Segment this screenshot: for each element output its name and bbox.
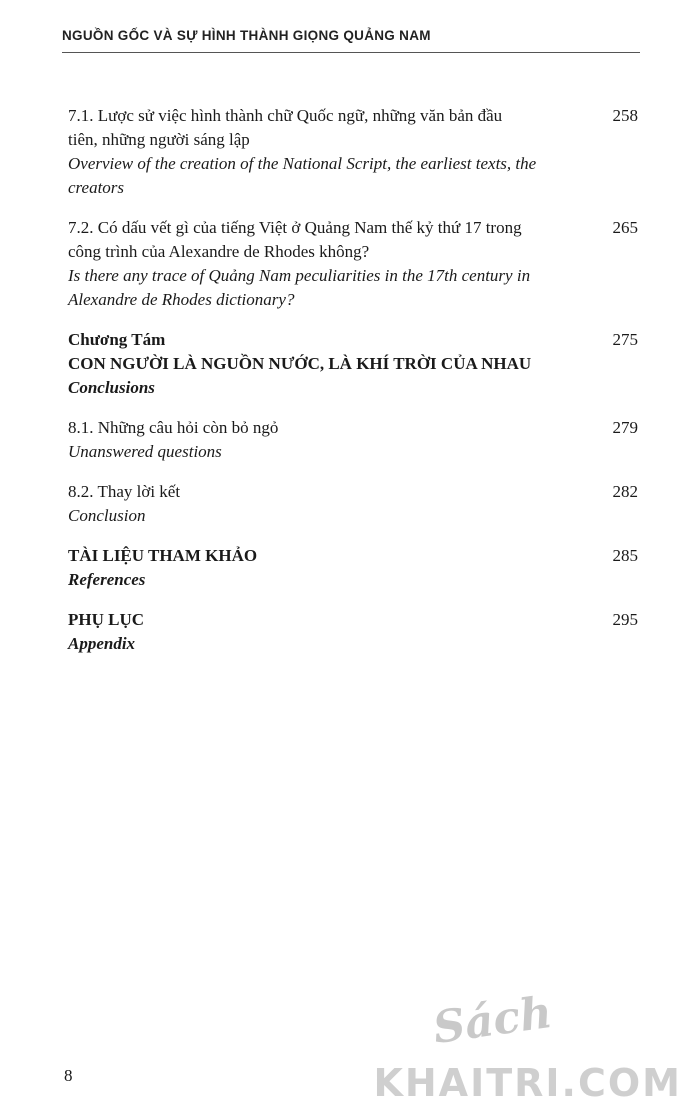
toc-page-number: 265	[612, 218, 638, 237]
toc-entry-subtitle: Alexandre de Rhodes dictionary?	[68, 290, 295, 309]
toc-page-number: 275	[612, 330, 638, 349]
toc-entry-title: công trình của Alexandre de Rhodes không?	[68, 242, 370, 261]
toc-entry-subtitle: Conclusion	[68, 506, 146, 525]
toc-chapter-label: Chương Tám	[68, 330, 166, 349]
toc-entry-subtitle: Unanswered questions	[68, 442, 222, 461]
page-number: 8	[64, 1066, 73, 1085]
toc-entry-subtitle: creators	[68, 178, 125, 197]
toc-entry-title: TÀI LIỆU THAM KHẢO	[68, 546, 258, 565]
toc-entry-8-1	[68, 416, 638, 464]
toc-entry-appendix	[68, 608, 638, 656]
header-rule	[62, 52, 640, 53]
toc-entry-7-2	[68, 216, 638, 312]
table-of-contents	[68, 104, 638, 672]
toc-page-number: 295	[612, 610, 638, 629]
toc-entry-8-2	[68, 480, 638, 528]
watermark-brand: KHAITRI.COM	[373, 1061, 682, 1105]
toc-entry-subtitle: Overview of the creation of the National Script, the earliest texts, the	[68, 154, 537, 173]
toc-entry-title: 8.2. Thay lời kết	[68, 482, 181, 501]
toc-entry-subtitle: Is there any trace of Quảng Nam peculiarities in the 17th century in	[68, 266, 531, 285]
watermark-logo	[352, 986, 682, 1105]
toc-chapter-title: CON NGƯỜI LÀ NGUỒN NƯỚC, LÀ KHÍ TRỜI CỦA NHAU	[68, 354, 532, 373]
toc-entry-references	[68, 544, 638, 592]
running-header: NGUỒN GỐC VÀ SỰ HÌNH THÀNH GIỌNG QUẢNG NAM	[62, 28, 431, 43]
toc-entry-subtitle: References	[68, 570, 146, 589]
toc-entry-title: 8.1. Những câu hỏi còn bỏ ngỏ	[68, 418, 279, 437]
toc-chapter-subtitle: Conclusions	[68, 378, 155, 397]
toc-page-number: 282	[612, 482, 638, 501]
toc-page-number: 279	[612, 418, 638, 437]
toc-entry-subtitle: Appendix	[68, 634, 136, 653]
toc-entry-title: tiên, những người sáng lập	[68, 130, 250, 149]
toc-entry-title: 7.2. Có dấu vết gì của tiếng Việt ở Quảng Nam thế kỷ thứ 17 trong	[68, 218, 522, 237]
toc-entry-chapter-8	[68, 328, 638, 400]
toc-entry-title: 7.1. Lược sử việc hình thành chữ Quốc ngữ, những văn bản đầu	[68, 106, 503, 125]
watermark-script: Sách	[429, 986, 555, 1055]
toc-entry-title: PHỤ LỤC	[68, 610, 145, 629]
toc-entry-7-1	[68, 104, 638, 200]
toc-page-number: 258	[612, 106, 638, 125]
toc-page-number: 285	[612, 546, 638, 565]
